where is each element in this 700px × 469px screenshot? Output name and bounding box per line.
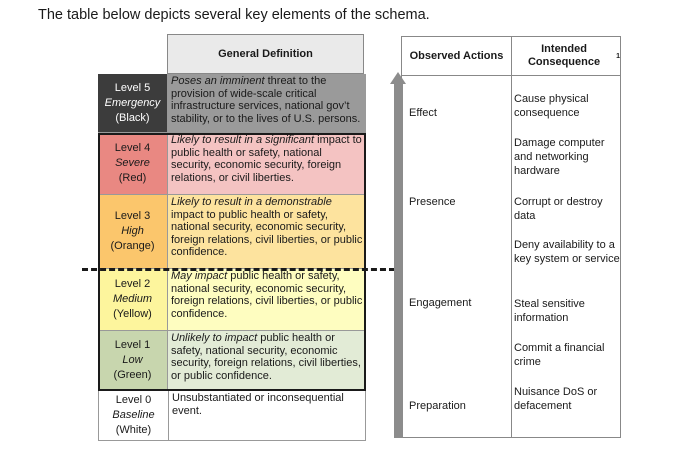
definition-cell: [168, 133, 366, 194]
observed-actions-header: Observed Actions: [409, 49, 504, 62]
level-cell: [98, 74, 168, 132]
definition-cell: [168, 269, 366, 330]
color-label: (Green): [113, 369, 152, 381]
definition-text: impact to public health or safety, national security, economic security, foreign relations, or civil liberties.: [171, 134, 362, 184]
general-definition-header: General Definition: [167, 34, 364, 74]
intended-consequence-label: Intended Consequence: [527, 43, 601, 68]
escalation-arrow-head-icon: [390, 72, 406, 84]
definition-text: impact to public health or safety, national security, economic security, foreign relations, civil liberties, or public confidence.: [171, 208, 363, 259]
level-row-2: [98, 269, 366, 331]
intro-text: The table below depicts several key elements of the schema.: [38, 7, 430, 23]
level-cell: [98, 195, 168, 268]
consequence-item: Deny availability to a key system or service: [514, 239, 620, 265]
intended-consequence-header: [512, 37, 620, 75]
severity-label: Low: [122, 354, 143, 366]
header-divider: [402, 75, 620, 76]
level-cell: [98, 133, 168, 194]
color-label: (Orange): [110, 240, 155, 252]
level-label: Level 5: [114, 81, 151, 94]
level-label: Level 0: [115, 394, 152, 406]
level-label: Level 2: [114, 278, 151, 290]
action-effect: Effect: [409, 107, 437, 119]
color-label: (Black): [115, 111, 150, 124]
consequence-item: Corrupt or destroy data: [514, 196, 603, 222]
consequence-item: Damage computer and networking hardware: [514, 137, 605, 177]
definition-text: public health or safety, national security, economic security, foreign relations, civil liberties, or public confidence.: [171, 270, 363, 320]
dashed-threshold-line: [82, 268, 395, 271]
definition-text: threat to the provision of wide-scale critical infrastructure services, national gov’t stability, or to the lives of U.S. persons.: [171, 75, 361, 125]
definition-text: Unsubstantiated or inconsequential event.: [172, 392, 344, 417]
consequence-item: Steal sensitive information: [514, 298, 585, 324]
definition-emphasis: May impact: [171, 270, 228, 282]
level-row-0: [98, 391, 366, 441]
escalation-arrow-shaft: [394, 82, 403, 438]
severity-label: High: [121, 225, 144, 237]
color-label: (White): [115, 424, 152, 436]
definition-cell: [168, 195, 366, 268]
definition-emphasis: Likely to result in a demonstrable: [171, 196, 332, 208]
severity-label: Emergency: [104, 96, 161, 109]
severity-label: Severe: [115, 157, 150, 169]
consequence-item: Nuisance DoS or defacement: [514, 386, 598, 412]
definition-emphasis: Unlikely to impact: [171, 332, 258, 344]
definition-emphasis: Poses an imminent: [171, 75, 265, 87]
level-cell: [98, 269, 168, 330]
level-label: Level 3: [114, 210, 151, 222]
definition-emphasis: Likely to result in a significant: [171, 134, 315, 146]
definition-cell: [169, 391, 365, 440]
footnote-mark: 1: [616, 52, 620, 60]
consequence-item: Commit a financial crime: [514, 342, 605, 368]
consequence-item: Cause physical consequence: [514, 93, 589, 119]
severity-label: Baseline: [112, 409, 155, 421]
color-label: (Red): [118, 172, 147, 184]
level-row-3: [98, 195, 366, 269]
action-preparation: Preparation: [409, 400, 466, 412]
level-row-1: [98, 331, 366, 391]
action-engagement: Engagement: [409, 297, 472, 309]
definition-cell: [168, 74, 366, 132]
level-label: Level 1: [114, 339, 151, 351]
column-divider: [511, 37, 512, 437]
level-cell: [98, 331, 168, 390]
definition-cell: [168, 331, 366, 390]
definition-text: public health or safety, national security, economic security, foreign relations, civil liberties, or public confidence.: [171, 332, 361, 382]
level-cell: [99, 391, 169, 440]
level-row-5: [98, 74, 366, 133]
action-presence: Presence: [409, 196, 456, 208]
level-label: Level 4: [114, 142, 151, 154]
color-label: (Yellow): [113, 308, 152, 320]
level-row-4: [98, 133, 366, 195]
severity-label: Medium: [112, 293, 153, 305]
